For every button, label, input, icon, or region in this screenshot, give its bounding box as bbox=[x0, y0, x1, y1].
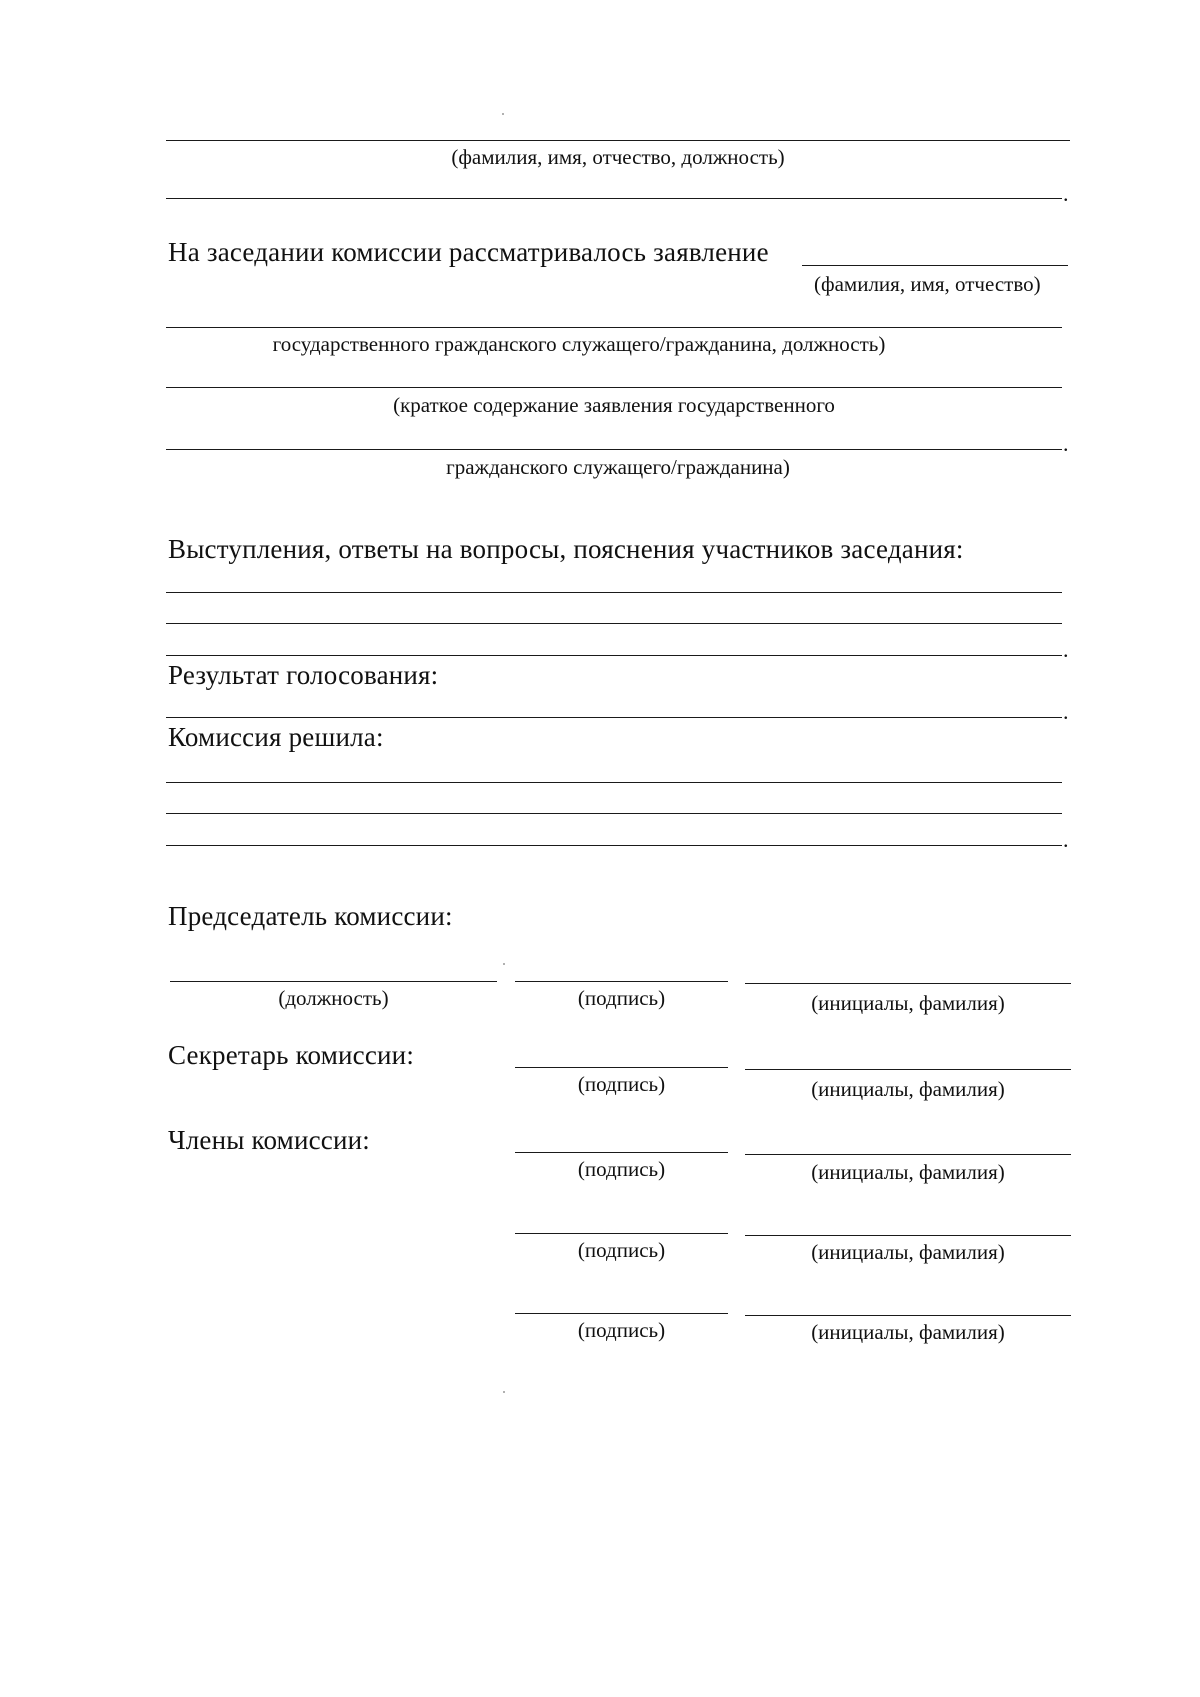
caption-initials: (инициалы, фамилия) bbox=[811, 1160, 1005, 1184]
line-end-dot: . bbox=[1063, 637, 1069, 662]
name-position-line-2[interactable] bbox=[166, 198, 1062, 199]
secretary-label: Секретарь комиссии: bbox=[168, 1040, 415, 1070]
secretary-initials-line[interactable] bbox=[745, 1069, 1071, 1070]
summary-line-1[interactable] bbox=[166, 387, 1062, 388]
chairman-signature-line[interactable] bbox=[515, 981, 728, 982]
decision-line-1[interactable] bbox=[166, 782, 1062, 783]
decision-line-2[interactable] bbox=[166, 813, 1062, 814]
caption-initials: (инициалы, фамилия) bbox=[811, 1077, 1005, 1101]
caption-signature: (подпись) bbox=[577, 1072, 666, 1096]
caption-fio-position: (фамилия, имя, отчество, должность) bbox=[451, 145, 785, 169]
members-label: Члены комиссии: bbox=[168, 1125, 370, 1155]
caption-signature: (подпись) bbox=[577, 1157, 666, 1181]
vote-line[interactable] bbox=[166, 717, 1062, 718]
caption-position: (должность) bbox=[278, 986, 389, 1010]
member-3-initials-line[interactable] bbox=[745, 1315, 1071, 1316]
member-2-initials-line[interactable] bbox=[745, 1235, 1071, 1236]
decision-line-3[interactable] bbox=[166, 845, 1062, 846]
decision-label: Комиссия решила: bbox=[168, 722, 384, 752]
caption-signature: (подпись) bbox=[577, 1318, 666, 1342]
scan-speck bbox=[503, 963, 505, 965]
member-3-signature-line[interactable] bbox=[515, 1313, 728, 1314]
scan-speck bbox=[502, 113, 504, 115]
caption-initials: (инициалы, фамилия) bbox=[811, 1320, 1005, 1344]
chairman-position-line[interactable] bbox=[170, 981, 497, 982]
member-2-signature-line[interactable] bbox=[515, 1233, 728, 1234]
caption-summary-1: (краткое содержание заявления государственного bbox=[393, 393, 835, 417]
caption-fio: (фамилия, имя, отчество) bbox=[814, 272, 1041, 296]
line-end-dot: . bbox=[1063, 827, 1069, 852]
caption-initials: (инициалы, фамилия) bbox=[811, 991, 1005, 1015]
chairman-initials-line[interactable] bbox=[745, 983, 1071, 984]
secretary-signature-line[interactable] bbox=[515, 1067, 728, 1068]
member-1-initials-line[interactable] bbox=[745, 1154, 1071, 1155]
caption-servant-position: государственного гражданского служащего/гражданина, должность) bbox=[272, 332, 886, 356]
line-end-dot: . bbox=[1063, 181, 1069, 206]
name-position-line[interactable] bbox=[166, 140, 1070, 141]
scan-speck bbox=[503, 1391, 505, 1393]
speeches-line-3[interactable] bbox=[166, 655, 1062, 656]
caption-summary-2: гражданского служащего/гражданина) bbox=[446, 455, 790, 479]
vote-label: Результат голосования: bbox=[168, 660, 439, 690]
chairman-label: Председатель комиссии: bbox=[168, 901, 453, 931]
line-end-dot: . bbox=[1063, 431, 1069, 456]
speeches-line-1[interactable] bbox=[166, 592, 1062, 593]
member-1-signature-line[interactable] bbox=[515, 1152, 728, 1153]
speeches-label: Выступления, ответы на вопросы, пояснения участников заседания: bbox=[168, 534, 964, 564]
speeches-line-2[interactable] bbox=[166, 623, 1062, 624]
summary-line-2[interactable] bbox=[166, 449, 1062, 450]
caption-signature: (подпись) bbox=[577, 986, 666, 1010]
line-end-dot: . bbox=[1063, 699, 1069, 724]
statement-label: На заседании комиссии рассматривалось заявление bbox=[168, 237, 769, 267]
caption-signature: (подпись) bbox=[577, 1238, 666, 1262]
applicant-name-line[interactable] bbox=[802, 265, 1068, 266]
caption-initials: (инициалы, фамилия) bbox=[811, 1240, 1005, 1264]
applicant-position-line[interactable] bbox=[166, 327, 1062, 328]
